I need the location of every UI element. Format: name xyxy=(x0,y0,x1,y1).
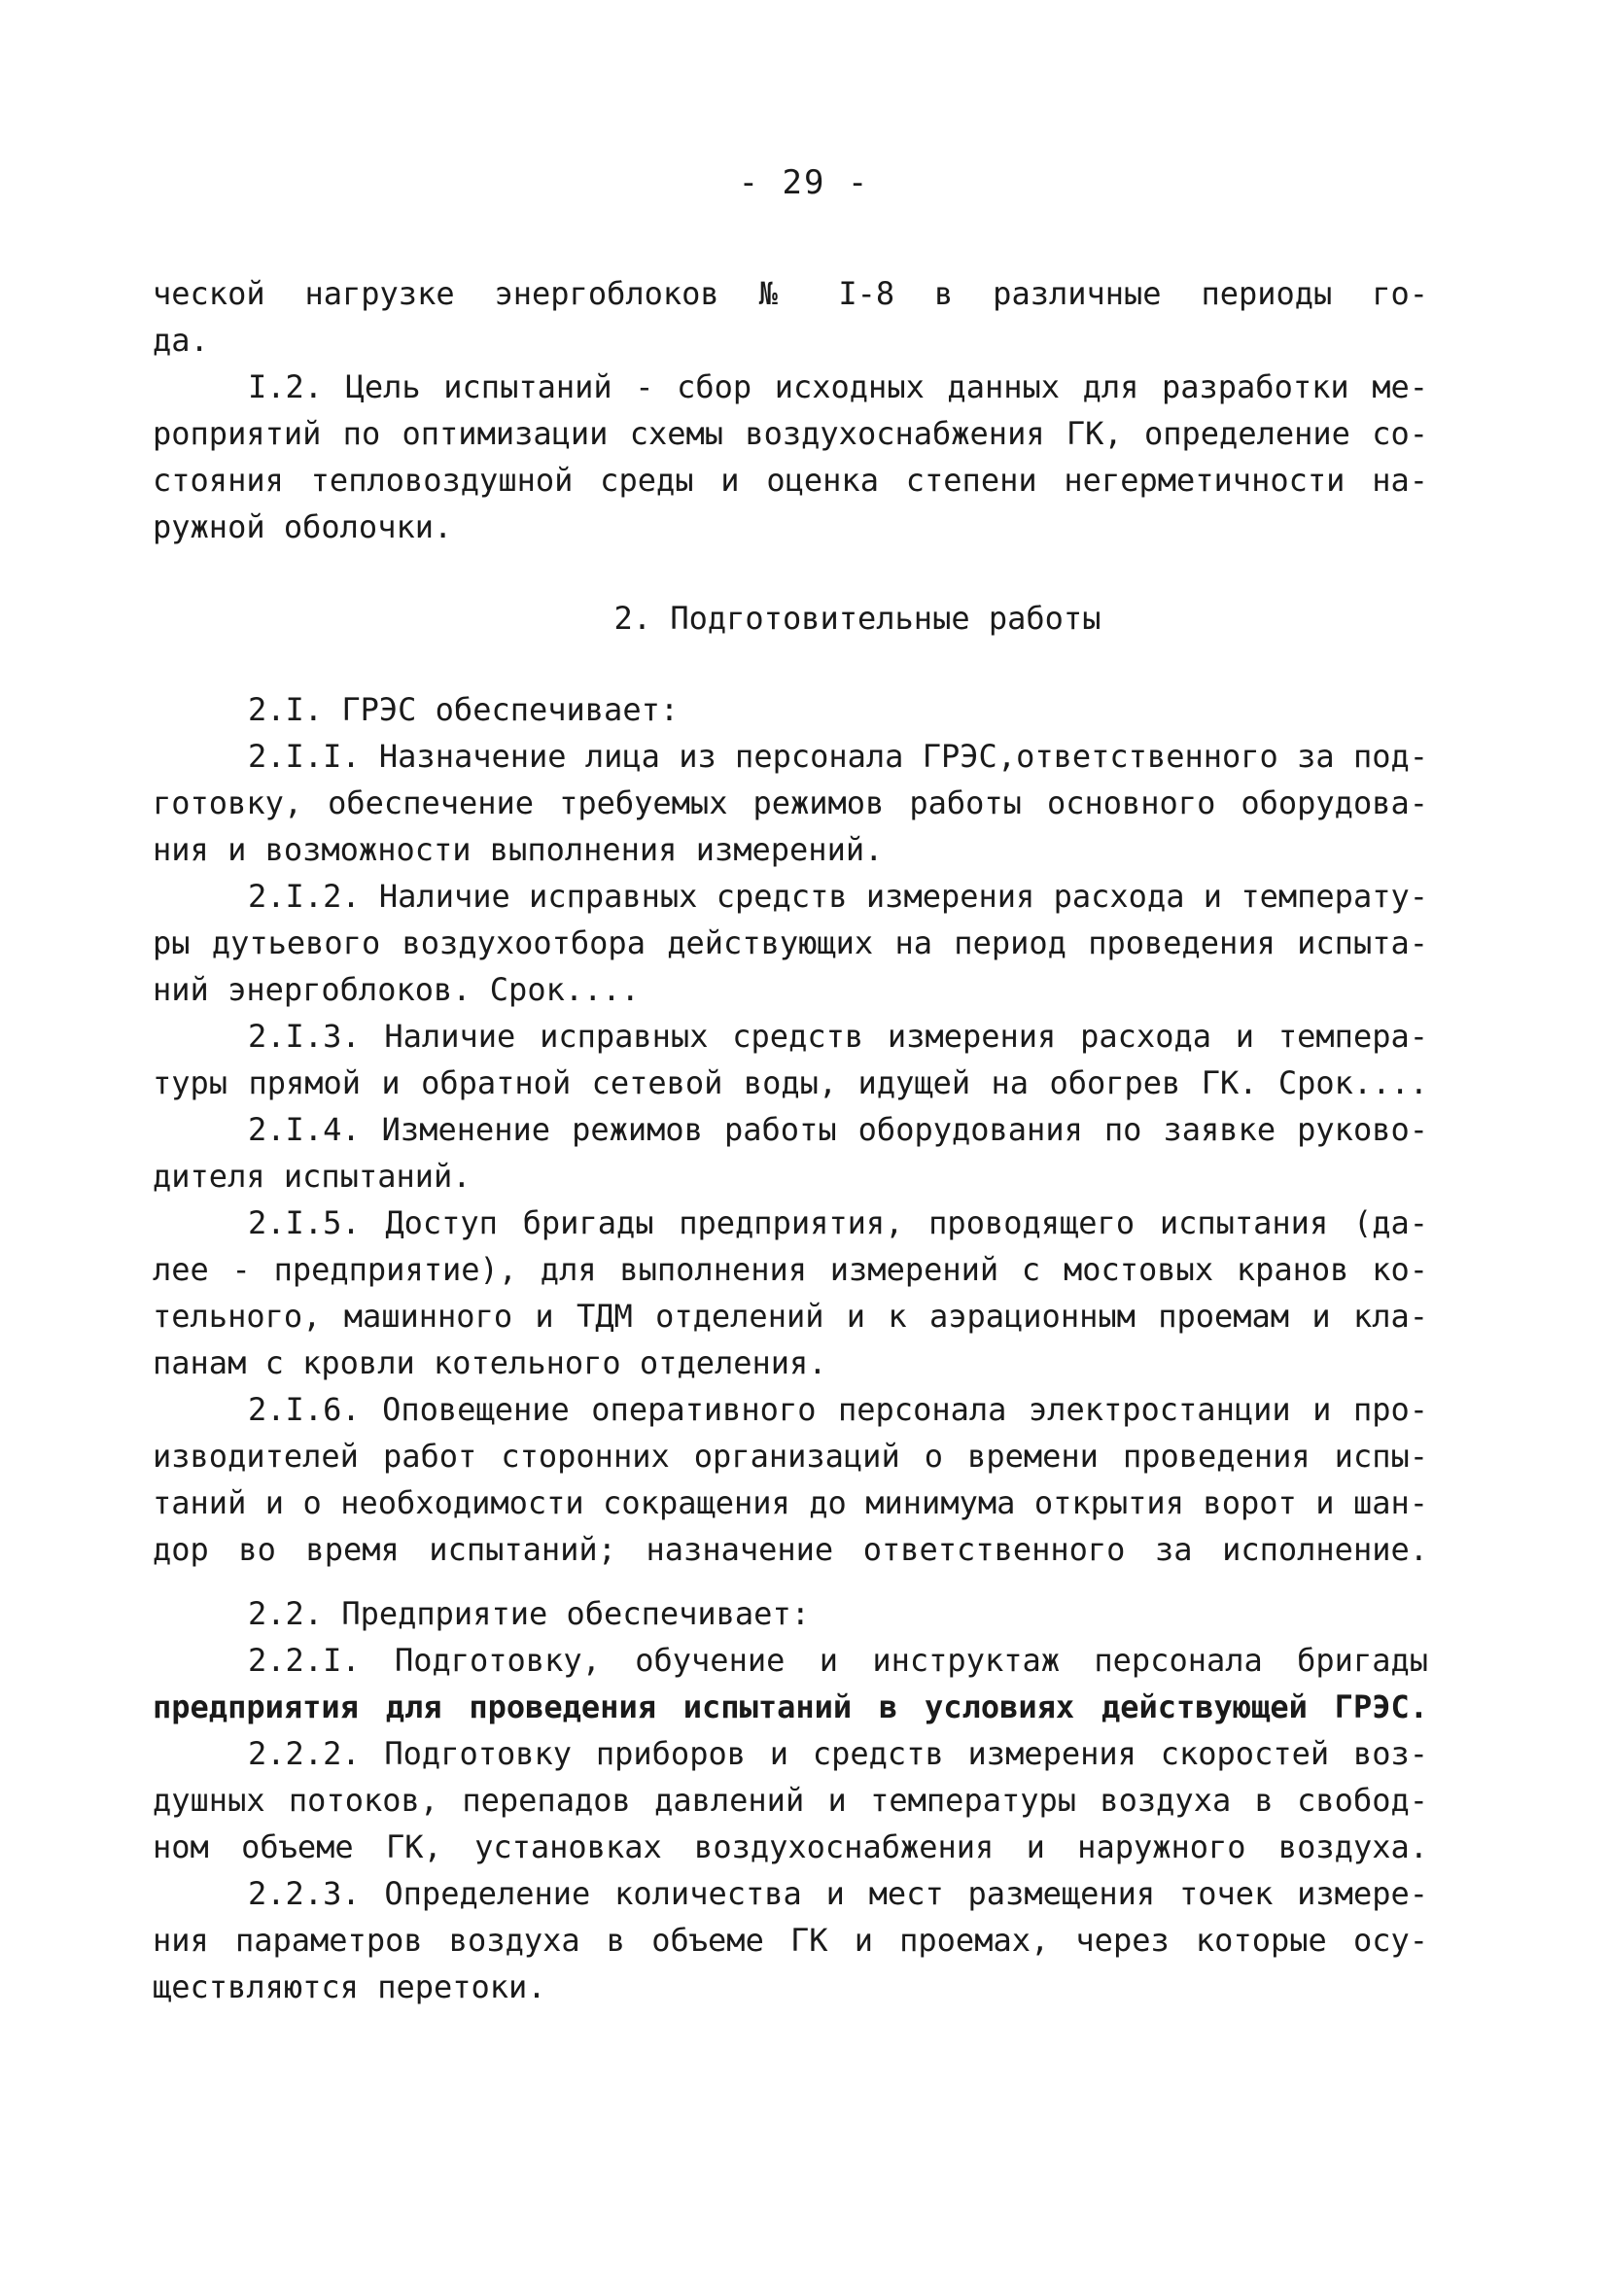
text-line: ния и возможности выполнения измерений. xyxy=(153,831,884,868)
text-line: да. xyxy=(153,322,209,359)
text-line: панам с кровли котельного отделения. xyxy=(153,1344,827,1381)
page-number: - 29 - xyxy=(738,163,870,202)
text-line: изводителей работ сторонних организаций о времени проведения испы- xyxy=(153,1438,1428,1475)
text-line: 2.I. ГРЭС обеспечивает: xyxy=(248,691,680,728)
text-line: I.2. Цель испытаний - сбор исходных данных для разработки ме- xyxy=(248,368,1428,405)
text-line: 2.I.3. Наличие исправных средств измерения расхода и темпера- xyxy=(248,1018,1428,1055)
text-line: 2.2.3. Определение количества и мест размещения точек измере- xyxy=(248,1875,1428,1912)
text-line: ры дутьевого воздухоотбора действующих на период проведения испыта- xyxy=(153,924,1428,961)
text-line: лее - предприятие), для выполнения измерений с мостовых кранов ко- xyxy=(153,1251,1428,1288)
text-line: 2.I.4. Изменение режимов работы оборудования по заявке руково- xyxy=(248,1111,1428,1148)
text-line: 2.I.I. Назначение лица из персонала ГРЭС,ответственного за под- xyxy=(248,738,1428,775)
text-line: 2.2.I. Подготовку, обучение и инструктаж персонала бригады xyxy=(248,1642,1428,1679)
text-line: дор во время испытаний; назначение ответственного за исполнение. xyxy=(153,1531,1428,1568)
text-line: ружной оболочки. xyxy=(153,508,453,545)
section-heading: 2. Подготовительные работы xyxy=(613,600,1101,637)
text-line: ном объеме ГК, установках воздухоснабжения и наружного воздуха. xyxy=(153,1828,1428,1865)
text-line: 2.I.5. Доступ бригады предприятия, проводящего испытания (да- xyxy=(248,1204,1428,1241)
text-line: ческой нагрузке энергоблоков № I-8 в различные периоды го- xyxy=(153,275,1428,312)
text-line: тельного, машинного и ТДМ отделений и к аэрационным проемам и кла- xyxy=(153,1298,1428,1335)
text-line: стояния тепловоздушной среды и оценка степени негерметичности на- xyxy=(153,462,1428,499)
text-line: предприятия для проведения испытаний в условиях действующей ГРЭС. xyxy=(153,1688,1428,1725)
text-line: роприятий по оптимизации схемы воздухоснабжения ГК, определение со- xyxy=(153,415,1428,452)
text-line: туры прямой и обратной сетевой воды, идущей на обогрев ГК. Срок.... xyxy=(153,1064,1428,1101)
text-line: ний энергоблоков. Срок.... xyxy=(153,971,640,1008)
text-line: 2.2.2. Подготовку приборов и средств измерения скоростей воз- xyxy=(248,1735,1428,1772)
text-line: душных потоков, перепадов давлений и температуры воздуха в свобод- xyxy=(153,1782,1428,1819)
text-line: 2.I.6. Оповещение оперативного персонала электростанции и про- xyxy=(248,1391,1428,1428)
text-line: ществляются перетоки. xyxy=(153,1968,546,2005)
text-line: готовку, обеспечение требуемых режимов работы основного оборудова- xyxy=(153,784,1428,821)
text-line: таний и о необходимости сокращения до минимума открытия ворот и шан- xyxy=(153,1484,1428,1521)
text-line: дителя испытаний. xyxy=(153,1158,472,1195)
text-line: 2.2. Предприятие обеспечивает: xyxy=(248,1595,810,1632)
text-line: 2.I.2. Наличие исправных средств измерения расхода и температу- xyxy=(248,878,1428,915)
text-line: ния параметров воздуха в объеме ГК и проемах, через которые осу- xyxy=(153,1922,1428,1959)
